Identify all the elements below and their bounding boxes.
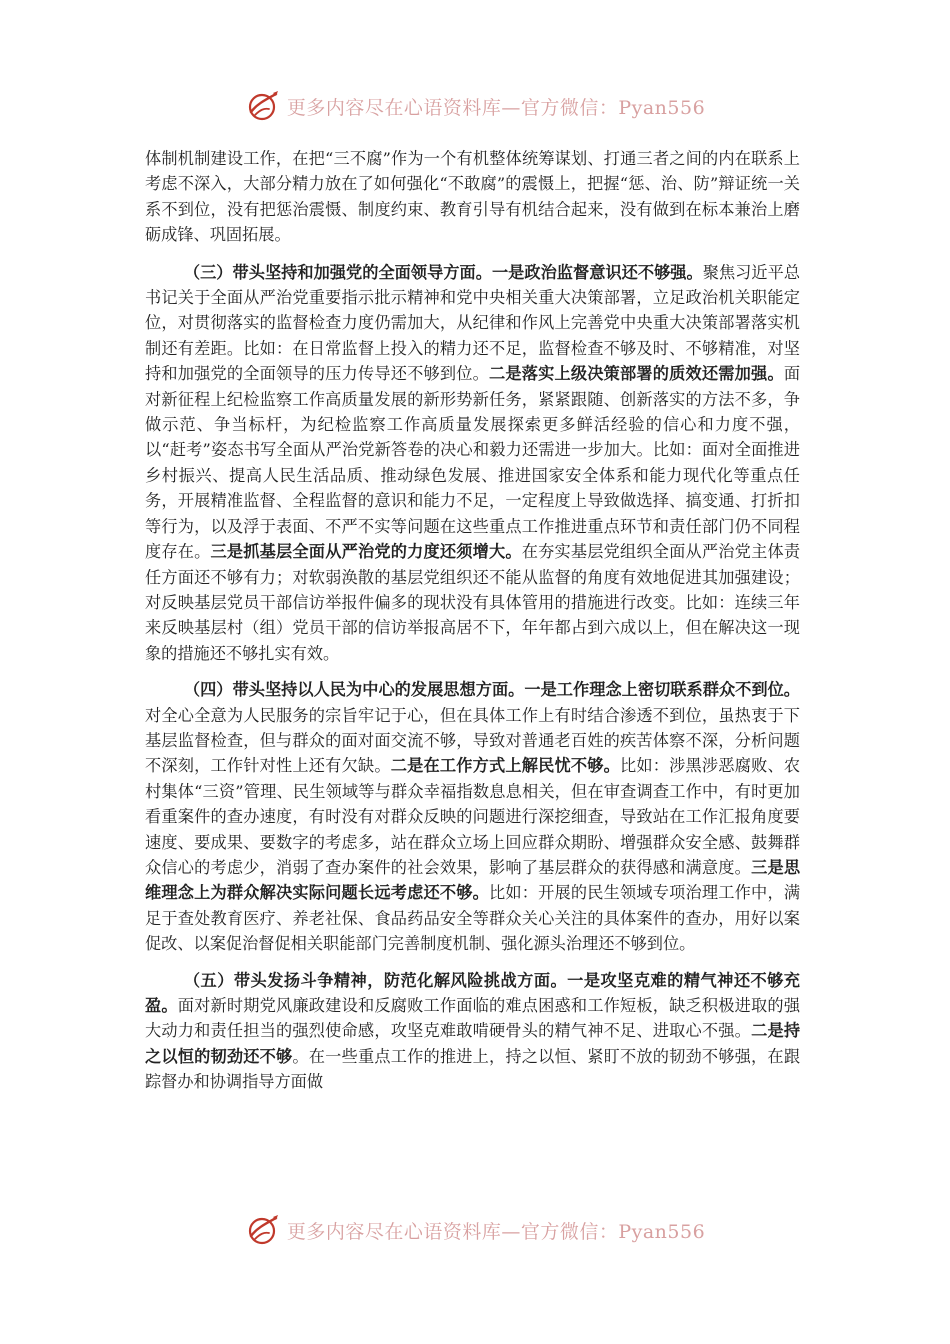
subpoint-heading: 三是思维理念上为群众解决实际问题长远考虑还不够。 bbox=[145, 857, 801, 903]
paragraph-text: 面对新征程上纪检监察工作高质量发展的新形势新任务，紧紧跟随、创新落实的方法不多，争做示范、争当标杆，为纪检监察工作高质量发展探索更多鲜活经验的信心和力度不强，以“赶考”姿态书写全面从严治党新答卷的决心和毅力还需进一步加大。比如：面对全面推进乡村振兴、提高人民生活品质、推动绿色发展、推进国家安全体系和能力现代化等重点任务，开展精准监督、全程监督的意识和能力不足，一定程度上导致做选择、搞变通、打折扣等行为，以及浮于表面、不严不实等问题在这些重点工作推进重点环节和责任部门仍不同程度存在。 bbox=[145, 364, 801, 562]
paragraph bbox=[145, 677, 800, 956]
paragraph-text: 对全心全意为人民服务的宗旨牢记于心，但在具体工作上有时结合渗透不到位，虽热衷于下基层监督检查，但与群众的面对面交流不够，导致对普通老百姓的疾苦体察不深，分析问题不深刻，工作针对性上还有欠缺。 bbox=[145, 705, 800, 776]
subpoint-heading: 二是落实上级决策部署的质效还需加强。 bbox=[488, 364, 784, 384]
paragraph bbox=[145, 146, 800, 248]
paragraph-text: 在夯实基层党组织全面从严治党主体责任方面还不够有力；对软弱涣散的基层党组织还不能从监督的角度有效地促进其加强建设；对反映基层党员干部信访举报件偏多的现状没有具体管用的措施进行改变。比如：连续三年来反映基层村（组）党员干部的信访举报高居不下，年年都占到六成以上，但在解决这一现象的措施还不够扎实有效。 bbox=[145, 542, 801, 663]
paragraph-text: 体制机制建设工作，在把“三不腐”作为一个有机整体统筹谋划、打通三者之间的内在联系上考虑不深入，大部分精力放在了如何强化“不敢腐”的震慑上，把握“惩、治、防”辩证统一关系不到位，没有把惩治震慑、制度约束、教育引导有机结合起来，没有做到在标本兼治上磨砺成锋、巩固拓展。 bbox=[145, 149, 800, 245]
watermark-text: 更多内容尽在心语资料库—官方微信：Pyan556 bbox=[286, 96, 706, 119]
paragraph bbox=[145, 260, 800, 667]
section-heading: （三）带头坚持和加强党的全面领导方面。一是政治监督意识还不够强。 bbox=[183, 262, 703, 282]
paragraph-text: 比如：开展的民生领域专项治理工作中，满足于查处教育医疗、养老社保、食品药品安全等群众关心关注的具体案件的查办，用好以案促改、以案促治督促相关职能部门完善制度机制、强化源头治理还不够到位。 bbox=[145, 883, 801, 954]
paragraph bbox=[145, 968, 800, 1095]
paragraph-text: 。在一些重点工作的推进上，持之以恒、紧盯不放的韧劲不够强，在跟踪督办和协调指导方面做 bbox=[145, 1046, 801, 1092]
paragraph-text: 聚焦习近平总书记关于全面从严治党重要指示批示精神和党中央相关重大决策部署，立足政治机关职能定位，对贯彻落实的监督检查力度仍需加大，从纪律和作风上完善党中央重大决策部署落实机制还有差距。比如：在日常监督上投入的精力还不足，监督检查不够及时、不够精准，对坚持和加强党的全面领导的压力传导还不够到位。 bbox=[145, 262, 801, 384]
paragraph-text: 比如：涉黑涉恶腐败、农村集体“三资”管理、民生领域等与群众幸福指数息息相关，但在审查调查工作中，有时更加看重案件的查办速度，有时没有对群众反映的问题进行深挖细查，导致站在工作汇报角度要速度、要成果、要数字的考虑多，站在群众立场上回应群众期盼、增强群众安全感、鼓舞群众信心的考虑少，消弱了查办案件的社会效果，影响了基层群众的获得感和满意度。 bbox=[145, 756, 801, 877]
subpoint-heading: 二是持之以恒的韧劲还不够 bbox=[145, 1021, 801, 1066]
paragraph-text: 面对新时期党风廉政建设和反腐败工作面临的难点困惑和工作短板，缺乏积极进取的强大动力和责任担当的强烈使命感，攻坚克难敢啃硬骨头的精气神不足、进取心不强。 bbox=[145, 996, 801, 1041]
subpoint-heading: 二是在工作方式上解民忧不够。 bbox=[390, 756, 621, 776]
pen-signature-logo-icon bbox=[245, 1212, 281, 1248]
section-heading: （五）带头发扬斗争精神，防范化解风险挑战方面。一是攻坚克难的精气神还不够充盈。 bbox=[145, 970, 800, 1015]
header-watermark bbox=[0, 86, 950, 126]
watermark-text: 更多内容尽在心语资料库—官方微信：Pyan556 bbox=[286, 1220, 706, 1243]
footer-watermark bbox=[0, 1210, 950, 1250]
subpoint-heading: 三是抓基层全面从严治党的力度还须增大。 bbox=[210, 542, 522, 562]
document-body bbox=[145, 146, 800, 1106]
section-heading: （四）带头坚持以人民为中心的发展思想方面。一是工作理念上密切联系群众不到位。 bbox=[183, 680, 800, 700]
pen-signature-logo-icon bbox=[245, 88, 281, 124]
